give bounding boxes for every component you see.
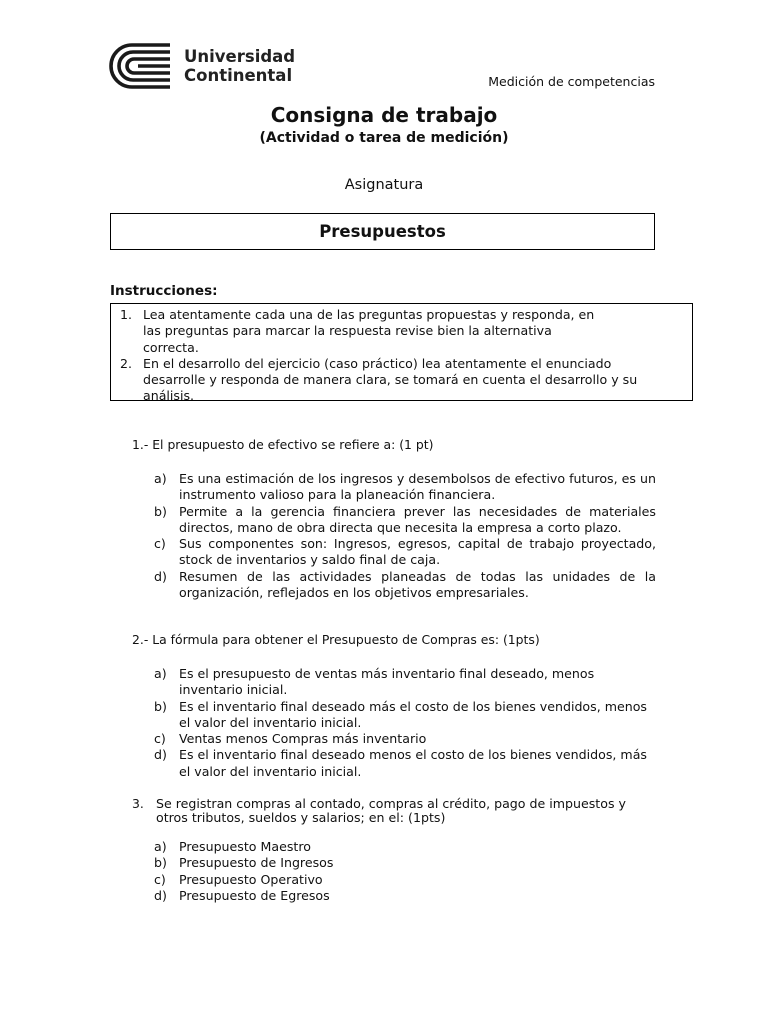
option-letter: d) [154, 568, 167, 584]
option-item[interactable] [154, 699, 656, 732]
option-text: Es el inventario final deseado más el costo de los bienes vendidos, menos el valor del inventario inicial. [179, 698, 647, 730]
question-2-heading: 2.- La fórmula para obtener el Presupuesto de Compras es: (1pts) [132, 632, 540, 647]
option-letter: c) [154, 871, 166, 887]
instruction-number: 1. [120, 307, 133, 322]
option-letter: d) [154, 887, 167, 903]
option-item[interactable] [154, 747, 656, 780]
instruction-item [111, 356, 688, 401]
option-item[interactable] [154, 872, 656, 888]
option-item[interactable] [154, 471, 656, 504]
question-3-heading: Se registran compras al contado, compras al crédito, pago de impuestos y otros tributos, sueldos y salarios; en el: (1pts) [156, 796, 626, 825]
option-text: Ventas menos Compras más inventario [179, 731, 427, 747]
option-item[interactable] [154, 731, 656, 747]
option-letter: b) [154, 855, 167, 871]
header-right-text: Medición de competencias [488, 74, 655, 89]
instruction-item [111, 307, 658, 356]
option-letter: a) [154, 471, 167, 486]
option-item[interactable] [154, 569, 656, 602]
option-letter: d) [154, 747, 167, 763]
subject-box [110, 213, 655, 250]
question-2-options [154, 666, 656, 780]
option-text: Es el inventario final deseado menos el costo de los bienes vendidos, más el valor del inventario inicial. [179, 747, 647, 779]
option-item[interactable] [154, 839, 656, 855]
option-item[interactable] [154, 855, 656, 871]
option-letter: c) [154, 536, 166, 552]
university-logo [108, 42, 308, 90]
option-text: Es el presupuesto de ventas más inventario final deseado, menos inventario inicial. [179, 666, 595, 698]
university-name-line1: Universidad [184, 47, 296, 66]
instruction-line: análisis. [143, 388, 195, 401]
question-3-options [154, 839, 656, 904]
instruction-line: las preguntas para marcar la respuesta revise bien la alternativa [143, 323, 552, 339]
university-name [184, 47, 295, 85]
instruction-number: 2. [120, 355, 133, 371]
option-text: Es una estimación de los ingresos y desembolsos de efectivo futuros, es un instrumento valioso para la planeación financiera. [179, 471, 656, 503]
option-letter: c) [154, 731, 166, 747]
university-name-line2: Continental [184, 66, 293, 85]
instructions-title: Instrucciones: [110, 283, 218, 299]
question-1-options [154, 471, 656, 601]
subject-name: Presupuestos [319, 222, 446, 241]
page-subtitle: (Actividad o tarea de medición) [259, 130, 509, 146]
option-letter: b) [154, 698, 167, 714]
option-item[interactable] [154, 666, 656, 699]
option-text: Presupuesto de Ingresos [179, 855, 334, 871]
option-item[interactable] [154, 504, 656, 537]
option-text: Permite a la gerencia financiera prever las necesidades de materiales directos, mano de obra directa que necesita la empresa a corto plazo. [179, 503, 656, 535]
instruction-line: desarrolle y responda de manera clara, se tomará en cuenta el desarrollo y su [143, 372, 638, 388]
question-3-number: 3. [132, 796, 144, 811]
instruction-line: Lea atentamente cada una de las preguntas propuestas y responda, en [143, 307, 595, 322]
option-text: Presupuesto Operativo [179, 871, 323, 887]
instruction-line: En el desarrollo del ejercicio (caso práctico) lea atentamente el enunciado [143, 355, 612, 371]
option-letter: b) [154, 503, 167, 519]
question-1-heading: 1.- El presupuesto de efectivo se refiere a: (1 pt) [132, 437, 434, 452]
university-logo-icon [108, 42, 176, 90]
subject-label: Asignatura [344, 177, 424, 193]
option-letter: a) [154, 666, 167, 681]
option-text: Sus componentes son: Ingresos, egresos, capital de trabajo proyectado, stock de inventarios y saldo final de caja. [179, 536, 656, 568]
option-item[interactable] [154, 536, 656, 569]
option-item[interactable] [154, 888, 656, 904]
instruction-line: correcta. [143, 339, 199, 355]
page-title: Consigna de trabajo [270, 103, 498, 127]
option-letter: a) [154, 839, 167, 854]
option-text: Presupuesto Maestro [179, 839, 311, 854]
instructions-box [110, 303, 693, 401]
option-text: Resumen de las actividades planeadas de todas las unidades de la organización, reflejados en los objetivos empresariales. [179, 568, 656, 601]
option-text: Presupuesto de Egresos [179, 887, 330, 903]
